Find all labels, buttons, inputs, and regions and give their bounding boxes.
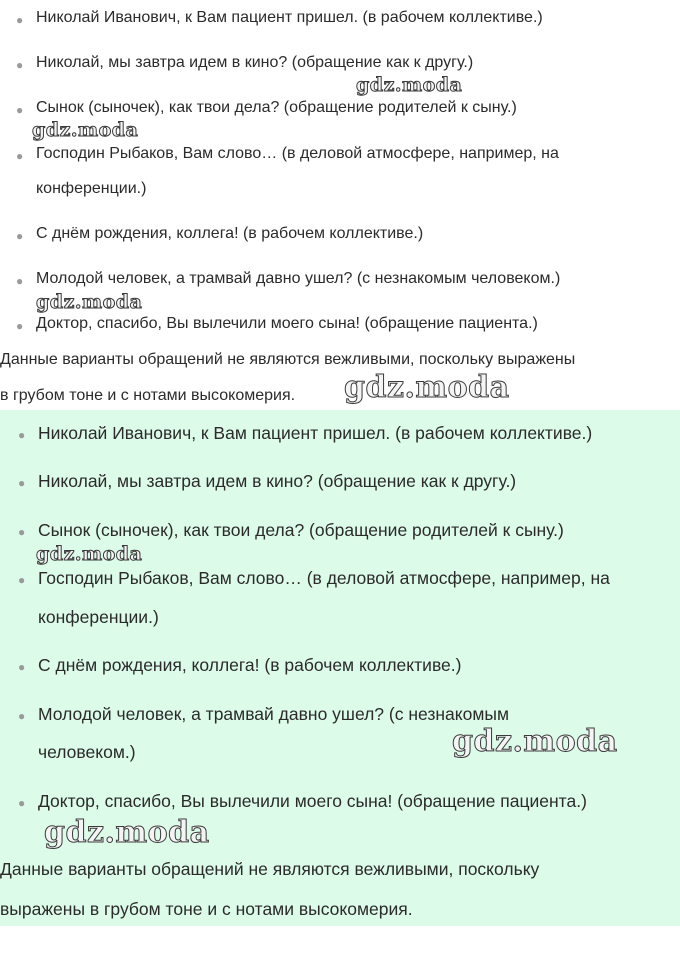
list-item-text: Николай, мы завтра идем в кино? (обращение как к другу.): [38, 471, 517, 491]
conclusion-text: Данные варианты обращений не являются вежливыми, поскольку выражены: [0, 351, 576, 368]
watermark-logo: gdz.moda: [44, 815, 210, 850]
watermark-logo: gdz.moda: [32, 119, 139, 141]
bullet-icon: ●: [16, 58, 24, 72]
list-item-text: Николай, мы завтра идем в кино? (обращение как к другу.): [36, 54, 474, 71]
list-item-text-continued: человеком.): [38, 742, 136, 762]
list-item-text: Николай Иванович, к Вам пациент пришел. (в рабочем коллективе.): [36, 9, 543, 26]
watermark-logo: gdz.moda: [36, 291, 143, 313]
bullet-icon: ●: [18, 573, 26, 587]
bullet-icon: ●: [16, 274, 24, 288]
bullet-icon: ●: [18, 660, 26, 674]
list-item-text: Молодой человек, а трамвай давно ушел? (с незнакомым: [38, 704, 510, 724]
list-item-text: Господин Рыбаков, Вам слово… (в деловой атмосфере, например, на: [36, 145, 559, 162]
list-item-text: С днём рождения, коллега! (в рабочем коллективе.): [38, 655, 462, 675]
list-item-text: Доктор, спасибо, Вы вылечили моего сына! (обращение пациента.): [36, 315, 538, 332]
watermark-logo: gdz.moda: [36, 543, 143, 565]
list-item-text-continued: конференции.): [38, 607, 159, 627]
list-item-text: Николай Иванович, к Вам пациент пришел. (в рабочем коллективе.): [38, 423, 593, 443]
list-item-text: Молодой человек, а трамвай давно ушел? (с незнакомым человеком.): [36, 270, 561, 287]
list-item-text: Доктор, спасибо, Вы вылечили моего сына! (обращение пациента.): [38, 791, 587, 811]
watermark-logo: gdz.moda: [344, 370, 510, 405]
bullet-icon: ●: [18, 796, 26, 810]
conclusion-text-continued: в грубом тоне и с нотами высокомерия.: [0, 387, 296, 404]
list-item-text: Сынок (сыночек), как твои дела? (обращение родителей к сыну.): [36, 99, 517, 116]
list-item-text: Господин Рыбаков, Вам слово… (в деловой атмосфере, например, на: [38, 568, 610, 588]
watermark-logo: gdz.moda: [356, 74, 463, 96]
list-item-text: Сынок (сыночек), как твои дела? (обращение родителей к сыну.): [38, 520, 564, 540]
bullet-icon: ●: [18, 428, 26, 442]
list-item-text: С днём рождения, коллега! (в рабочем коллективе.): [36, 225, 424, 242]
conclusion-text: Данные варианты обращений не являются вежливыми, поскольку: [0, 859, 540, 879]
watermark-logo: gdz.moda: [452, 724, 618, 759]
bullet-icon: ●: [16, 319, 24, 333]
bullet-icon: ●: [18, 525, 26, 539]
bullet-icon: ●: [16, 13, 24, 27]
list-item-text-continued: конференции.): [36, 180, 147, 197]
bullet-icon: ●: [16, 229, 24, 243]
conclusion-text-continued: выражены в грубом тоне и с нотами высокомерия.: [0, 899, 413, 919]
bullet-icon: ●: [18, 476, 26, 490]
bullet-icon: ●: [16, 149, 24, 163]
bullet-icon: ●: [18, 709, 26, 723]
bullet-icon: ●: [16, 103, 24, 117]
